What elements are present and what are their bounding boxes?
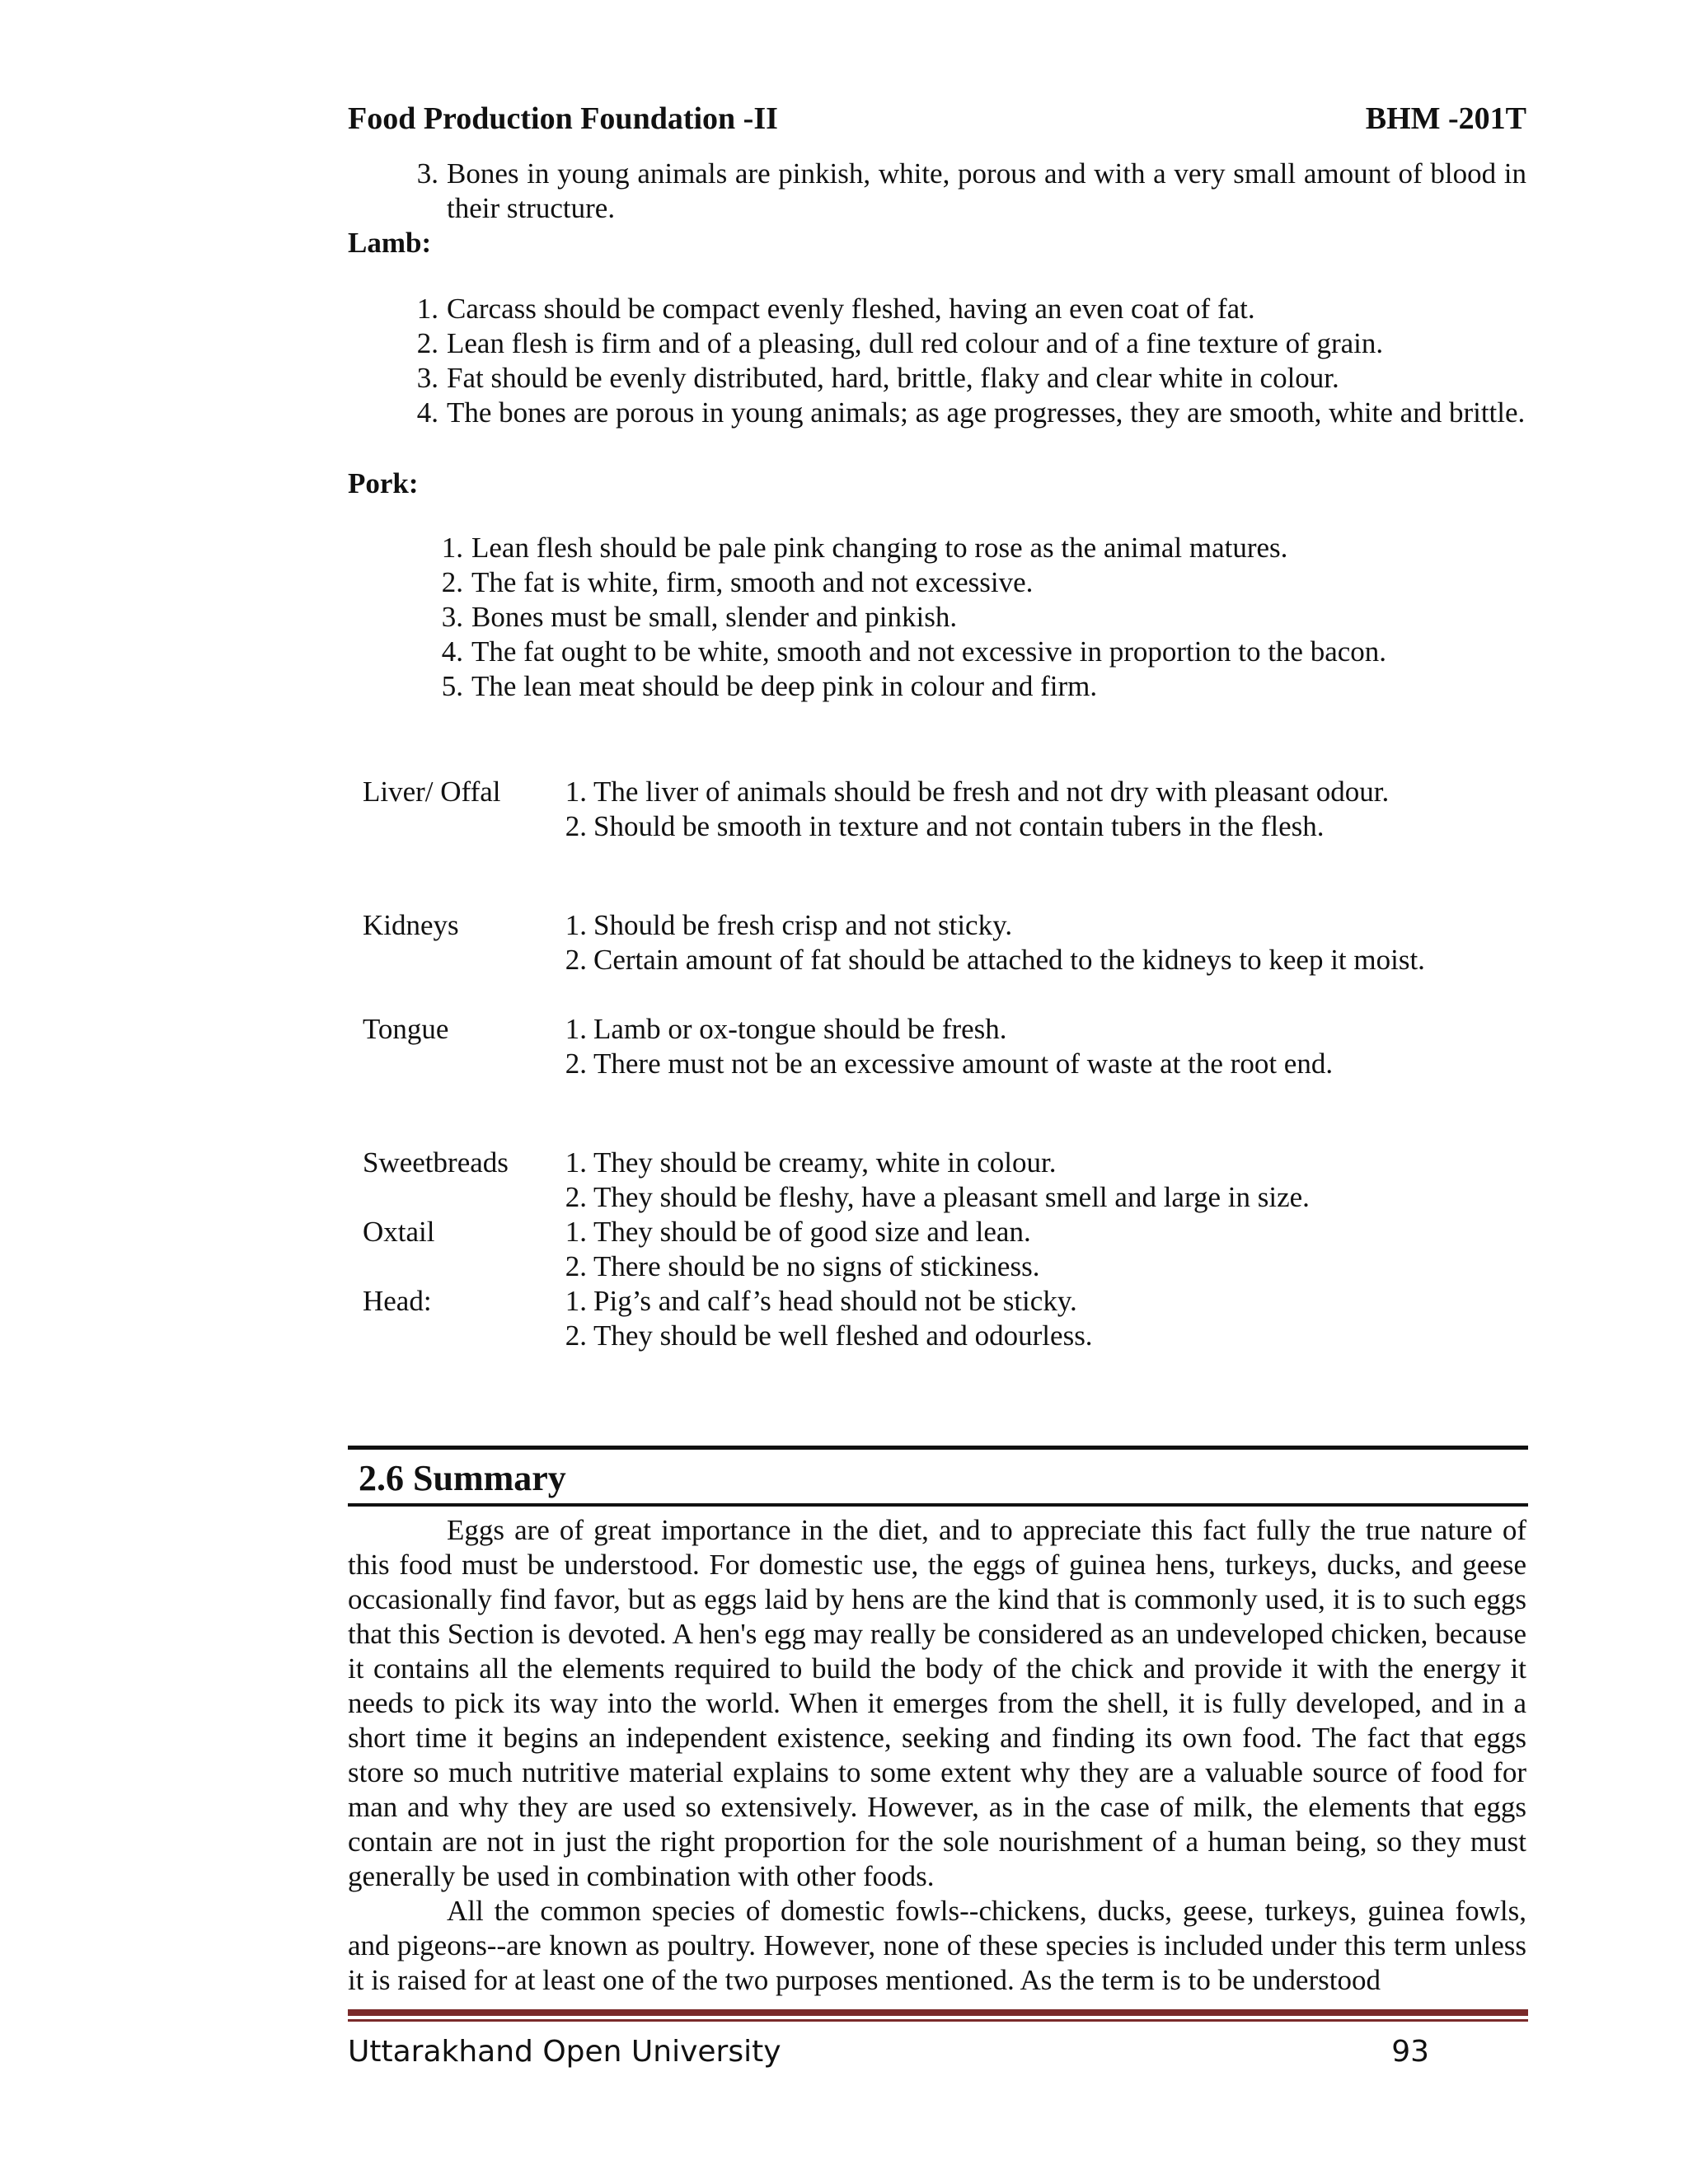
course-title: Food Production Foundation -II	[348, 101, 778, 136]
summary-paragraph-1: Eggs are of great importance in the diet, and to appreciate this fact fully the true nature of this food must be understood. For domestic use, the eggs of guinea hens, turkeys, ducks, and geese occasionally find favor, but as eggs laid by hens are the kind that is commonly used, it is to such eggs that this Section is devoted. A hen's egg may really be considered as an undeveloped chicken, because it contains all the elements required to build the body of the chick and provide it with the energy it needs to pick its way into the world. When it emerges from the shell, it is fully developed, and in a short time it begins an independent existence, seeking and finding its own food. The fact that eggs store so much nutritive material explains to some extent why they are a valuable source of food for man and why they are used so extensively. However, as in the case of milk, the elements that eggs contain are not in just the right proportion for the sole nourishment of a human being, so they must generally be used in combination with other foods.	[348, 1514, 1526, 1892]
list-text: Certain amount of fat should be attached to the kidneys to keep it moist.	[593, 944, 1425, 976]
summary-paragraph-2: All the common species of domestic fowls--chickens, ducks, geese, turkeys, guinea fowls, and pigeons--are known as poultry. However, none of these species is included under this term unless it is raised for at least one of the two purposes mentioned. As the term is to be understood	[348, 1895, 1526, 1996]
head-label: Head:	[363, 1285, 432, 1317]
lamb-heading: Lamb:	[348, 227, 432, 259]
section-rule-bottom	[348, 1503, 1528, 1507]
list-number: 2.	[416, 327, 438, 359]
list-item	[416, 157, 1526, 226]
list-text: Should be fresh crisp and not sticky.	[593, 909, 1013, 941]
list-number: 1.	[416, 293, 438, 325]
list-text: They should be of good size and lean.	[593, 1216, 1031, 1248]
list-number: 1.	[565, 1013, 587, 1045]
list-number: 3.	[416, 362, 438, 394]
list-text: They should be well fleshed and odourless.	[593, 1319, 1093, 1352]
list-text: Lean flesh should be pale pink changing to rose as the animal matures.	[471, 532, 1288, 564]
list-text: The lean meat should be deep pink in colour and firm.	[471, 670, 1098, 702]
list-number: 1.	[565, 1146, 587, 1179]
tongue-label: Tongue	[363, 1013, 449, 1045]
list-item	[441, 565, 1461, 600]
section-rule-top	[348, 1446, 1528, 1450]
list-item	[565, 1047, 1426, 1081]
section-heading: 2.6 Summary	[359, 1458, 566, 1498]
list-text: Carcass should be compact evenly fleshed, having an even coat of fat.	[447, 293, 1255, 325]
list-text: Bones must be small, slender and pinkish.	[471, 601, 958, 633]
list-number: 1.	[565, 909, 587, 941]
tongue-list	[565, 1012, 1426, 1081]
kidneys-label: Kidneys	[363, 909, 459, 941]
list-text: Pig’s and calf’s head should not be sticky.	[593, 1285, 1077, 1317]
list-text: Bones in young animals are pinkish, white, porous and with a very small amount of blood in their structure.	[447, 157, 1526, 224]
list-item	[565, 775, 1426, 809]
list-item	[441, 635, 1461, 669]
page-footer	[348, 2029, 1429, 2075]
list-text: They should be fleshy, have a pleasant smell and large in size.	[593, 1181, 1310, 1213]
list-number: 2.	[565, 1250, 587, 1282]
list-text: Fat should be evenly distributed, hard, brittle, flaky and clear white in colour.	[447, 362, 1339, 394]
list-number: 2.	[441, 566, 463, 598]
list-text: Should be smooth in texture and not contain tubers in the flesh.	[593, 810, 1325, 842]
list-item	[565, 943, 1426, 977]
list-text: The fat ought to be white, smooth and not excessive in proportion to the bacon.	[471, 635, 1387, 668]
university-name: Uttarakhand Open University	[348, 2035, 781, 2069]
intro-list	[416, 157, 1526, 226]
list-item	[441, 531, 1461, 565]
list-number: 3.	[416, 157, 438, 190]
footer-rule-thick	[348, 2009, 1528, 2016]
list-text: The fat is white, firm, smooth and not excessive.	[471, 566, 1034, 598]
sweetbreads-label: Sweetbreads	[363, 1146, 509, 1179]
list-item	[565, 1215, 1426, 1249]
list-item	[565, 809, 1426, 844]
list-item	[565, 908, 1426, 943]
footer-rule-thin	[348, 2019, 1528, 2022]
list-text: There must not be an excessive amount of waste at the root end.	[593, 1047, 1334, 1080]
head-list	[565, 1284, 1426, 1353]
offal-list	[565, 775, 1426, 844]
list-number: 1.	[565, 1285, 587, 1317]
list-item	[565, 1319, 1426, 1353]
oxtail-list	[565, 1215, 1426, 1284]
oxtail-label: Oxtail	[363, 1216, 435, 1248]
kidneys-list	[565, 908, 1426, 977]
pork-heading: Pork:	[348, 467, 419, 499]
list-item	[441, 669, 1461, 704]
course-code: BHM -201T	[1365, 101, 1526, 136]
list-text: There should be no signs of stickiness.	[593, 1250, 1040, 1282]
list-item	[416, 326, 1526, 361]
lamb-list	[416, 292, 1526, 430]
list-number: 4.	[441, 635, 463, 668]
page-number: 93	[1391, 2035, 1429, 2069]
list-text: They should be creamy, white in colour.	[593, 1146, 1057, 1179]
list-number: 5.	[441, 670, 463, 702]
list-item	[441, 600, 1461, 635]
list-item	[565, 1146, 1426, 1180]
list-text: Lean flesh is firm and of a pleasing, dull red colour and of a fine texture of grain.	[447, 327, 1384, 359]
list-number: 1.	[565, 776, 587, 808]
list-number: 2.	[565, 1047, 587, 1080]
list-item	[565, 1180, 1426, 1215]
list-item	[565, 1012, 1426, 1047]
pork-list	[441, 531, 1461, 704]
list-number: 4.	[416, 396, 438, 429]
list-item	[416, 292, 1526, 326]
list-number: 2.	[565, 1319, 587, 1352]
list-item	[565, 1249, 1426, 1284]
list-text: The liver of animals should be fresh and not dry with pleasant odour.	[593, 776, 1390, 808]
list-number: 2.	[565, 1181, 587, 1213]
list-text: Lamb or ox-tongue should be fresh.	[593, 1013, 1007, 1045]
list-item	[416, 396, 1526, 430]
list-item	[565, 1284, 1426, 1319]
list-number: 3.	[441, 601, 463, 633]
list-item	[416, 361, 1526, 396]
list-number: 2.	[565, 944, 587, 976]
list-number: 1.	[565, 1216, 587, 1248]
list-number: 1.	[441, 532, 463, 564]
sweetbreads-list	[565, 1146, 1426, 1215]
list-text: The bones are porous in young animals; as age progresses, they are smooth, white and brittle.	[447, 396, 1526, 429]
page-header	[348, 96, 1526, 142]
offal-label: Liver/ Offal	[363, 776, 501, 808]
list-number: 2.	[565, 810, 587, 842]
